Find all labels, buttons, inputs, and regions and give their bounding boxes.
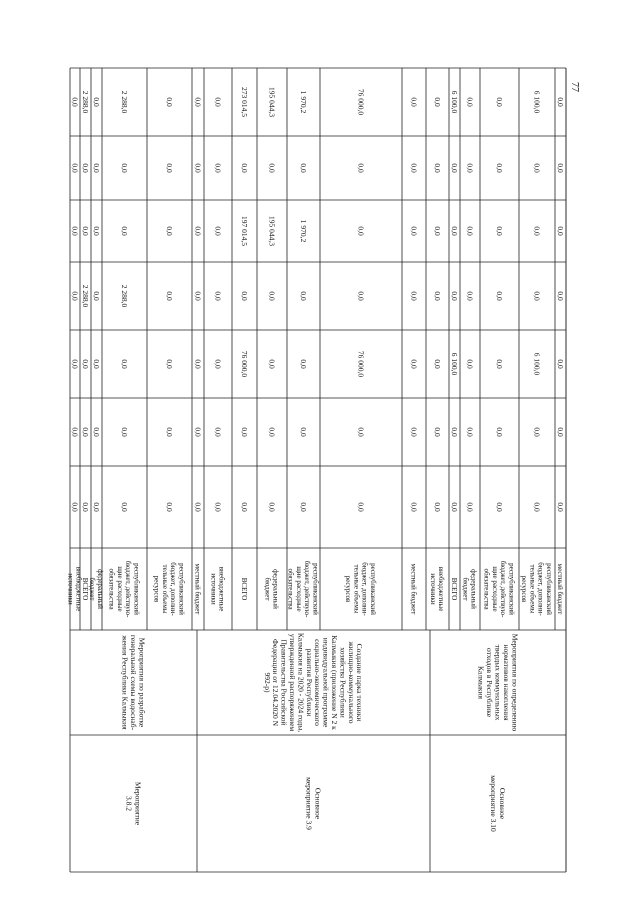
- funding-source-label: республиканскийбюджет, действую-щие расходныеобязательства: [286, 560, 320, 618]
- budget-value: 0,0: [409, 226, 419, 236]
- budget-value: 0,0: [532, 163, 542, 173]
- budget-value: 0,0: [120, 226, 129, 236]
- budget-value: 6 100,0: [450, 352, 459, 376]
- budget-value: 0,0: [193, 226, 203, 236]
- budget-value: 273 014,5: [240, 87, 249, 117]
- budget-value: 0,0: [213, 226, 223, 236]
- budget-value: 0,0: [240, 163, 249, 173]
- funding-source-label: республиканскийбюджет, дополни-тельные объемыресурсов: [520, 562, 553, 616]
- funding-source-label: внебюджетныеисточники: [66, 566, 83, 612]
- budget-value: 0,0: [240, 502, 249, 512]
- budget-value: 76 000,0: [356, 88, 366, 116]
- budget-value: 0,0: [193, 502, 203, 512]
- budget-value: 0,0: [433, 291, 442, 301]
- budget-value: 0,0: [165, 97, 174, 107]
- funding-source-label: ВСЕГО: [450, 577, 458, 601]
- budget-value: 0,0: [495, 226, 504, 236]
- budget-value: 0,0: [267, 502, 277, 512]
- budget-value: 0,0: [465, 291, 475, 301]
- budget-value: 0,0: [465, 226, 475, 236]
- funding-source-label: внебюджетныеисточники: [428, 566, 446, 612]
- budget-value: 6 100,0: [532, 352, 542, 376]
- budget-value: 0,0: [299, 359, 308, 369]
- budget-value: 0,0: [450, 291, 459, 301]
- budget-value: 2 288,0: [120, 284, 129, 308]
- budget-value: 0,0: [299, 502, 308, 512]
- budget-value: 0,0: [409, 359, 419, 369]
- budget-value: 0,0: [92, 163, 101, 173]
- funding-source-label: федеральныйбюджет: [461, 569, 478, 609]
- budget-value: 0,0: [81, 502, 90, 512]
- budget-value: 0,0: [556, 226, 565, 236]
- budget-value: 0,0: [556, 291, 565, 301]
- budget-value: 0,0: [532, 427, 542, 437]
- budget-value: 0,0: [465, 502, 475, 512]
- budget-value: 0,0: [356, 427, 366, 437]
- budget-value: 0,0: [465, 359, 475, 369]
- budget-value: 0,0: [267, 163, 277, 173]
- budget-value: 0,0: [495, 427, 504, 437]
- budget-value: 1 970,2: [299, 90, 308, 114]
- budget-value: 0,0: [409, 427, 419, 437]
- budget-value: 0,0: [213, 291, 223, 301]
- budget-value: 0,0: [120, 502, 129, 512]
- budget-value: 0,0: [70, 427, 80, 437]
- budget-value: 0,0: [409, 291, 419, 301]
- budget-value: 0,0: [433, 163, 442, 173]
- budget-table: [66, 68, 566, 872]
- budget-value: 0,0: [267, 427, 277, 437]
- budget-value: 0,0: [81, 226, 90, 236]
- budget-value: 0,0: [81, 359, 90, 369]
- event-description: Мероприятия по определениюнормативов накоплениятвердых коммунальныхотходов в РеспубликеКалмыкия: [476, 633, 520, 732]
- budget-value: 0,0: [433, 427, 442, 437]
- funding-source-label: федеральныйбюджет: [263, 569, 280, 609]
- event-description: Создание парка техникижилищно-коммунальногохозяйства РеспубликиКалмыкия (приложение N 2 киндивидуальной программесоциально-экономическогоразвития РеспубликиКалмыкия на 2020 - 2024 годы,утвержденной распоряжениемПравительства РоссийскойФедерации от 12.04.2020 N992-р): [262, 632, 365, 733]
- funding-source-label: местный бюджет: [556, 563, 564, 615]
- budget-value: 195 044,3: [267, 87, 277, 117]
- budget-value: 0,0: [532, 226, 542, 236]
- budget-value: 0,0: [92, 291, 101, 301]
- funding-source-label: ВСЕГО: [81, 577, 89, 601]
- budget-value: 0,0: [240, 427, 249, 437]
- budget-value: 0,0: [433, 226, 442, 236]
- budget-value: 0,0: [193, 427, 203, 437]
- budget-value: 195 044,3: [267, 216, 277, 246]
- budget-value: 0,0: [213, 359, 223, 369]
- budget-value: 197 014,5: [240, 216, 249, 246]
- budget-value: 2 288,0: [81, 284, 90, 308]
- event-description: Мероприятия по разработкегенеральной схемы водоснаб-жения Республики Калмыкия: [120, 634, 147, 731]
- budget-value: 0,0: [532, 291, 542, 301]
- budget-value: 76 000,0: [240, 350, 249, 378]
- funding-source-label: местный бюджет: [193, 563, 202, 615]
- budget-value: 0,0: [495, 163, 504, 173]
- budget-value: 0,0: [450, 226, 459, 236]
- funding-source-label: республиканскийбюджет, действую-щие расходныеобязательства: [482, 560, 516, 618]
- budget-value: 0,0: [193, 359, 203, 369]
- budget-value: 6 100,0: [532, 90, 542, 114]
- budget-value: 0,0: [92, 427, 101, 437]
- budget-value: 0,0: [299, 291, 308, 301]
- budget-value: 0,0: [165, 226, 174, 236]
- event-number: Основноемероприятие 3.9: [304, 777, 323, 830]
- budget-value: 0,0: [213, 163, 223, 173]
- budget-value: 0,0: [532, 502, 542, 512]
- budget-value: 0,0: [70, 291, 80, 301]
- budget-value: 0,0: [433, 97, 442, 107]
- budget-value: 0,0: [70, 502, 80, 512]
- funding-source-label: республиканскийбюджет, действую-щие расходныеобязательства: [107, 560, 141, 618]
- budget-value: 0,0: [240, 291, 249, 301]
- budget-value: 1 970,2: [299, 219, 308, 243]
- budget-value: 0,0: [495, 291, 504, 301]
- budget-value: 0,0: [556, 427, 565, 437]
- budget-value: 0,0: [556, 502, 565, 512]
- budget-value: 0,0: [465, 427, 475, 437]
- budget-value: 0,0: [356, 226, 366, 236]
- budget-value: 0,0: [120, 163, 129, 173]
- budget-value: 0,0: [193, 97, 203, 107]
- budget-value: 0,0: [409, 163, 419, 173]
- funding-source-label: местный бюджет: [409, 563, 418, 615]
- budget-value: 0,0: [165, 427, 174, 437]
- budget-value: 0,0: [465, 97, 475, 107]
- event-number: Мероприятие3.8.2: [124, 781, 143, 826]
- funding-source-label: республиканскийбюджет, дополни-тельные объемыресурсов: [152, 562, 186, 616]
- budget-value: 0,0: [495, 97, 504, 107]
- budget-value: 0,0: [356, 163, 366, 173]
- budget-value: 0,0: [70, 163, 80, 173]
- budget-value: 0,0: [267, 291, 277, 301]
- budget-value: 2 288,0: [120, 90, 129, 114]
- budget-value: 0,0: [92, 502, 101, 512]
- budget-value: 0,0: [81, 163, 90, 173]
- budget-value: 0,0: [70, 97, 80, 107]
- budget-value: 0,0: [356, 291, 366, 301]
- event-number: Основноемероприятие 3.10: [489, 775, 507, 832]
- budget-value: 0,0: [92, 359, 101, 369]
- funding-source-label: федеральныйбюджет: [87, 569, 105, 609]
- budget-value: 0,0: [450, 502, 459, 512]
- budget-value: 0,0: [92, 97, 101, 107]
- budget-value: 0,0: [92, 226, 101, 236]
- budget-value: 0,0: [356, 502, 366, 512]
- budget-value: 6 100,0: [450, 90, 459, 114]
- budget-value: 0,0: [450, 427, 459, 437]
- budget-value: 0,0: [70, 226, 80, 236]
- budget-value: 0,0: [81, 427, 90, 437]
- budget-value: 0,0: [267, 359, 277, 369]
- page-number: 77: [569, 82, 580, 92]
- budget-value: 0,0: [120, 359, 129, 369]
- budget-value: 0,0: [495, 359, 504, 369]
- funding-source-label: ВСЕГО: [240, 577, 248, 601]
- budget-value: 0,0: [213, 502, 223, 512]
- budget-value: 0,0: [299, 427, 308, 437]
- budget-value: 0,0: [433, 359, 442, 369]
- budget-value: 76 000,0: [356, 350, 366, 378]
- budget-value: 0,0: [213, 97, 223, 107]
- budget-value: 0,0: [165, 163, 174, 173]
- budget-value: 0,0: [193, 163, 203, 173]
- budget-value: 0,0: [433, 502, 442, 512]
- budget-value: 0,0: [193, 291, 203, 301]
- budget-value: 0,0: [120, 427, 129, 437]
- budget-value: 0,0: [556, 359, 565, 369]
- budget-value: 0,0: [450, 163, 459, 173]
- budget-value: 0,0: [165, 359, 174, 369]
- budget-value: 0,0: [165, 502, 174, 512]
- budget-value: 0,0: [299, 163, 308, 173]
- budget-value: 0,0: [465, 163, 475, 173]
- budget-value: 0,0: [556, 97, 565, 107]
- funding-source-label: республиканскийбюджет, дополни-тельные объемыресурсов: [344, 562, 377, 616]
- budget-value: 0,0: [409, 97, 419, 107]
- budget-value: 0,0: [495, 502, 504, 512]
- funding-source-label: внебюджетныеисточники: [209, 566, 226, 612]
- budget-value: 0,0: [213, 427, 223, 437]
- budget-value: 0,0: [409, 502, 419, 512]
- budget-value: 0,0: [165, 291, 174, 301]
- budget-value: 0,0: [70, 359, 80, 369]
- budget-value: 0,0: [556, 163, 565, 173]
- budget-value: 2 288,0: [81, 90, 90, 114]
